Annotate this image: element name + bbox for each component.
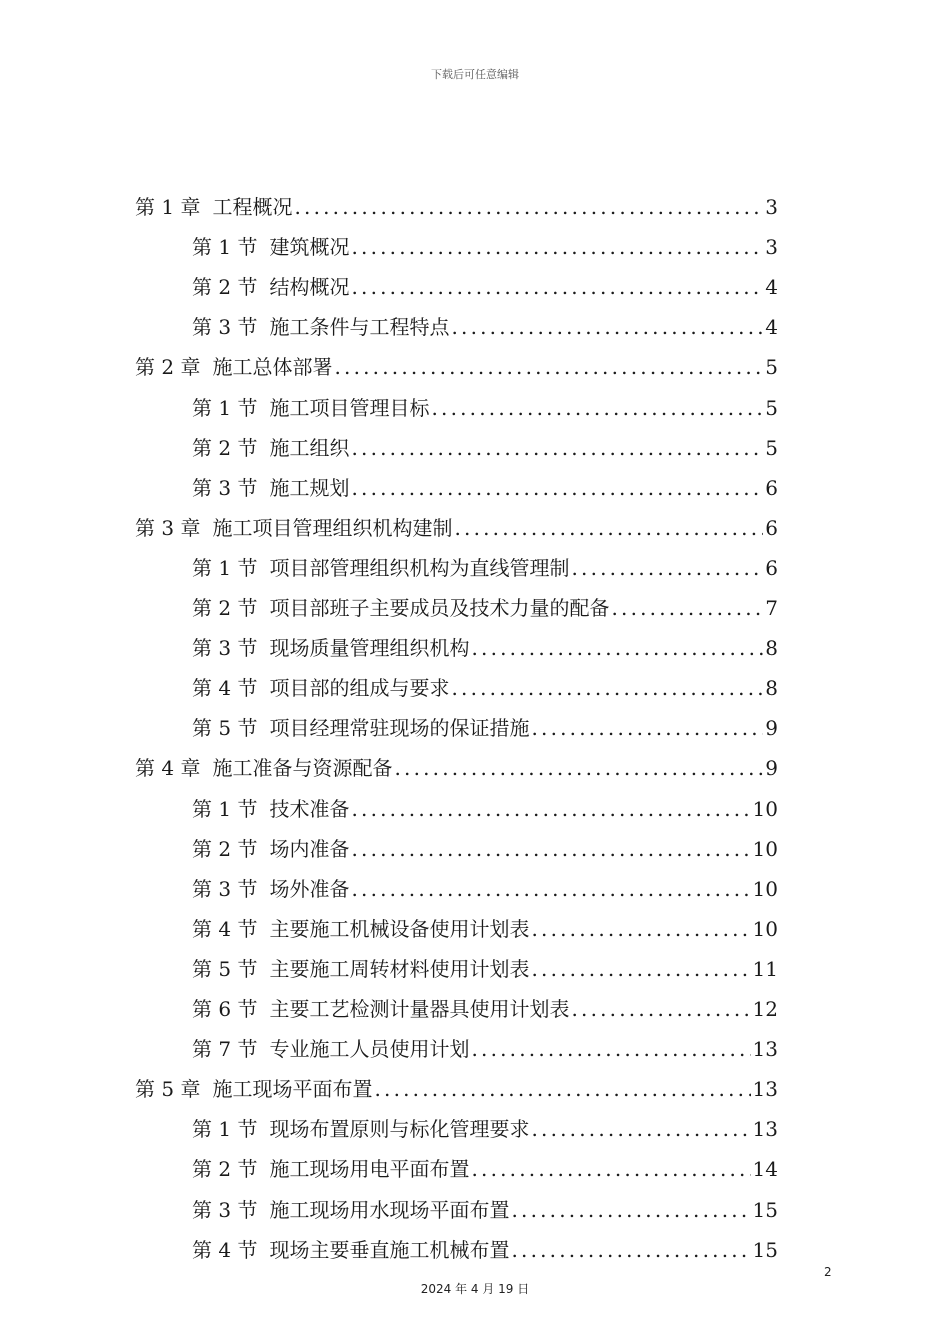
toc-entry-page: 7 xyxy=(765,596,778,620)
toc-entry-title: 场外准备 xyxy=(269,877,350,901)
toc-entry-title: 场内准备 xyxy=(269,837,350,861)
toc-entry-label xyxy=(135,1069,374,1109)
toc-entry-title: 主要施工机械设备使用计划表 xyxy=(269,917,530,941)
toc-entry-title: 工程概况 xyxy=(212,195,293,219)
toc-entry-page: 15 xyxy=(752,1238,778,1262)
toc-entry-title: 施工现场平面布置 xyxy=(212,1077,373,1101)
toc-entry-page: 4 xyxy=(765,315,778,339)
toc-entry-title: 施工现场用电平面布置 xyxy=(269,1157,470,1181)
toc-entry-number: 第 1 节 xyxy=(192,797,258,821)
toc-entry-number: 第 7 节 xyxy=(192,1037,258,1061)
toc-entry-number: 第 2 节 xyxy=(192,275,258,299)
toc-entry-title: 施工项目管理组织机构建制 xyxy=(212,516,453,540)
toc-dot-leader xyxy=(471,628,763,668)
toc-entry-page: 13 xyxy=(752,1117,778,1141)
page-footer-date: 2024 年 4 月 19 日 xyxy=(420,1282,530,1296)
toc-entry-title: 施工条件与工程特点 xyxy=(269,315,450,339)
toc-entry-page: 8 xyxy=(765,636,778,660)
toc-dot-leader xyxy=(471,1149,750,1189)
toc-entry-label xyxy=(192,548,571,588)
toc-dot-leader xyxy=(454,508,763,548)
toc-entry-title: 施工总体部署 xyxy=(212,355,333,379)
toc-section-entry[interactable] xyxy=(192,708,778,748)
toc-entry-label xyxy=(135,347,334,387)
page-header: 下载后可任意编辑 xyxy=(431,68,519,81)
toc-entry-page: 14 xyxy=(752,1157,778,1181)
toc-dot-leader xyxy=(351,829,750,869)
toc-dot-leader xyxy=(611,588,763,628)
toc-entry-number: 第 1 节 xyxy=(192,235,258,259)
toc-dot-leader xyxy=(351,267,763,307)
toc-entry-title: 现场质量管理组织机构 xyxy=(269,636,470,660)
toc-entry-page: 13 xyxy=(752,1037,778,1061)
toc-section-entry[interactable] xyxy=(192,628,778,668)
toc-entry-page: 9 xyxy=(765,716,778,740)
toc-entry-number: 第 5 节 xyxy=(192,716,258,740)
toc-entry-page: 10 xyxy=(752,837,778,861)
toc-dot-leader xyxy=(571,989,750,1029)
toc-entry-number: 第 1 节 xyxy=(192,1117,258,1141)
toc-entry-label xyxy=(192,1190,511,1230)
toc-entry-page: 9 xyxy=(765,756,778,780)
toc-section-entry[interactable] xyxy=(192,388,778,428)
toc-entry-page: 5 xyxy=(765,436,778,460)
toc-dot-leader xyxy=(351,869,750,909)
toc-entry-page: 6 xyxy=(765,556,778,580)
toc-chapter-entry[interactable] xyxy=(135,748,778,788)
toc-section-entry[interactable] xyxy=(192,789,778,829)
toc-entry-title: 专业施工人员使用计划 xyxy=(269,1037,470,1061)
toc-entry-number: 第 3 节 xyxy=(192,636,258,660)
toc-entry-page: 15 xyxy=(752,1198,778,1222)
toc-entry-number: 第 4 节 xyxy=(192,917,258,941)
toc-entry-number: 第 3 节 xyxy=(192,1198,258,1222)
toc-entry-title: 项目经理常驻现场的保证措施 xyxy=(269,716,530,740)
toc-dot-leader xyxy=(531,1109,750,1149)
toc-entry-page: 6 xyxy=(765,476,778,500)
toc-entry-label xyxy=(192,829,351,869)
toc-entry-title: 施工项目管理目标 xyxy=(269,396,430,420)
toc-entry-page: 10 xyxy=(752,797,778,821)
toc-entry-label xyxy=(192,588,611,628)
toc-entry-label xyxy=(192,708,531,748)
toc-entry-label xyxy=(192,307,451,347)
toc-entry-title: 结构概况 xyxy=(269,275,350,299)
toc-entry-title: 项目部管理组织机构为直线管理制 xyxy=(269,556,570,580)
toc-section-entry[interactable] xyxy=(192,227,778,267)
toc-entry-number: 第 4 节 xyxy=(192,1238,258,1262)
toc-entry-number: 第 5 章 xyxy=(135,1077,201,1101)
toc-dot-leader xyxy=(351,789,750,829)
toc-entry-number: 第 3 节 xyxy=(192,476,258,500)
toc-entry-number: 第 4 节 xyxy=(192,676,258,700)
toc-entry-number: 第 1 章 xyxy=(135,195,201,219)
toc-entry-label xyxy=(192,1029,471,1069)
toc-entry-number: 第 3 章 xyxy=(135,516,201,540)
toc-entry-number: 第 2 章 xyxy=(135,355,201,379)
toc-section-entry[interactable] xyxy=(192,468,778,508)
toc-dot-leader xyxy=(351,468,763,508)
toc-entry-label xyxy=(192,668,451,708)
toc-dot-leader xyxy=(334,347,763,387)
toc-dot-leader xyxy=(351,227,763,267)
toc-dot-leader xyxy=(374,1069,750,1109)
toc-chapter-entry[interactable] xyxy=(135,508,778,548)
toc-entry-label xyxy=(192,909,531,949)
toc-dot-leader xyxy=(294,187,763,227)
toc-entry-label xyxy=(192,227,351,267)
toc-section-entry[interactable] xyxy=(192,307,778,347)
toc-entry-number: 第 1 节 xyxy=(192,556,258,580)
toc-entry-label xyxy=(192,1230,511,1270)
toc-entry-page: 11 xyxy=(752,957,778,981)
toc-chapter-entry[interactable] xyxy=(135,187,778,227)
toc-entry-number: 第 2 节 xyxy=(192,596,258,620)
toc-entry-title: 现场主要垂直施工机械布置 xyxy=(269,1238,510,1262)
toc-entry-label xyxy=(192,468,351,508)
toc-entry-page: 4 xyxy=(765,275,778,299)
toc-section-entry[interactable] xyxy=(192,829,778,869)
toc-dot-leader xyxy=(511,1190,750,1230)
toc-entry-label xyxy=(192,628,471,668)
toc-section-entry[interactable] xyxy=(192,1149,778,1189)
toc-entry-label xyxy=(135,748,394,788)
toc-section-entry[interactable] xyxy=(192,869,778,909)
toc-chapter-entry[interactable] xyxy=(135,347,778,387)
toc-entry-title: 项目部班子主要成员及技术力量的配备 xyxy=(269,596,610,620)
toc-entry-number: 第 2 节 xyxy=(192,436,258,460)
toc-entry-label xyxy=(192,1149,471,1189)
toc-section-entry[interactable] xyxy=(192,1109,778,1149)
toc-entry-number: 第 4 章 xyxy=(135,756,201,780)
toc-dot-leader xyxy=(394,748,763,788)
toc-dot-leader xyxy=(451,668,763,708)
toc-entry-number: 第 2 节 xyxy=(192,1157,258,1181)
toc-section-entry[interactable] xyxy=(192,949,778,989)
toc-entry-title: 技术准备 xyxy=(269,797,350,821)
toc-dot-leader xyxy=(451,307,763,347)
page-number: 2 xyxy=(824,1265,832,1279)
toc-entry-page: 6 xyxy=(765,516,778,540)
toc-entry-title: 施工准备与资源配备 xyxy=(212,756,393,780)
toc-dot-leader xyxy=(471,1029,750,1069)
toc-section-entry[interactable] xyxy=(192,428,778,468)
toc-entry-label xyxy=(192,789,351,829)
toc-section-entry[interactable] xyxy=(192,1029,778,1069)
toc-entry-label xyxy=(192,388,431,428)
toc-entry-title: 施工现场用水现场平面布置 xyxy=(269,1198,510,1222)
toc-entry-number: 第 1 节 xyxy=(192,396,258,420)
toc-entry-page: 12 xyxy=(752,997,778,1021)
toc-entry-title: 施工组织 xyxy=(269,436,350,460)
toc-entry-page: 3 xyxy=(765,195,778,219)
toc-dot-leader xyxy=(351,428,763,468)
toc-entry-label xyxy=(192,428,351,468)
toc-dot-leader xyxy=(531,909,750,949)
toc-section-entry[interactable] xyxy=(192,989,778,1029)
toc-entry-title: 主要施工周转材料使用计划表 xyxy=(269,957,530,981)
toc-section-entry[interactable] xyxy=(192,588,778,628)
toc-entry-page: 13 xyxy=(752,1077,778,1101)
toc-dot-leader xyxy=(431,388,763,428)
toc-entry-title: 现场布置原则与标化管理要求 xyxy=(269,1117,530,1141)
toc-entry-label xyxy=(135,187,294,227)
toc-dot-leader xyxy=(571,548,763,588)
toc-entry-title: 主要工艺检测计量器具使用计划表 xyxy=(269,997,570,1021)
toc-section-entry[interactable] xyxy=(192,1230,778,1270)
toc-dot-leader xyxy=(531,949,750,989)
toc-entry-page: 10 xyxy=(752,917,778,941)
toc-section-entry[interactable] xyxy=(192,668,778,708)
toc-entry-number: 第 5 节 xyxy=(192,957,258,981)
toc-entry-page: 5 xyxy=(765,355,778,379)
toc-entry-number: 第 3 节 xyxy=(192,315,258,339)
toc-section-entry[interactable] xyxy=(192,548,778,588)
toc-entry-number: 第 2 节 xyxy=(192,837,258,861)
toc-entry-label xyxy=(135,508,454,548)
toc-dot-leader xyxy=(511,1230,750,1270)
toc-entry-number: 第 3 节 xyxy=(192,877,258,901)
toc-entry-page: 8 xyxy=(765,676,778,700)
toc-entry-page: 5 xyxy=(765,396,778,420)
toc-entry-page: 10 xyxy=(752,877,778,901)
toc-section-entry[interactable] xyxy=(192,267,778,307)
toc-section-entry[interactable] xyxy=(192,1190,778,1230)
toc-entry-title: 施工规划 xyxy=(269,476,350,500)
toc-section-entry[interactable] xyxy=(192,909,778,949)
toc-chapter-entry[interactable] xyxy=(135,1069,778,1109)
toc-dot-leader xyxy=(531,708,763,748)
toc-entry-title: 项目部的组成与要求 xyxy=(269,676,450,700)
toc-entry-label xyxy=(192,989,571,1029)
toc-entry-label xyxy=(192,869,351,909)
toc-entry-title: 建筑概况 xyxy=(269,235,350,259)
toc-entry-label xyxy=(192,949,531,989)
toc-entry-page: 3 xyxy=(765,235,778,259)
toc-entry-number: 第 6 节 xyxy=(192,997,258,1021)
toc-entry-label xyxy=(192,267,351,307)
toc-entry-label xyxy=(192,1109,531,1149)
